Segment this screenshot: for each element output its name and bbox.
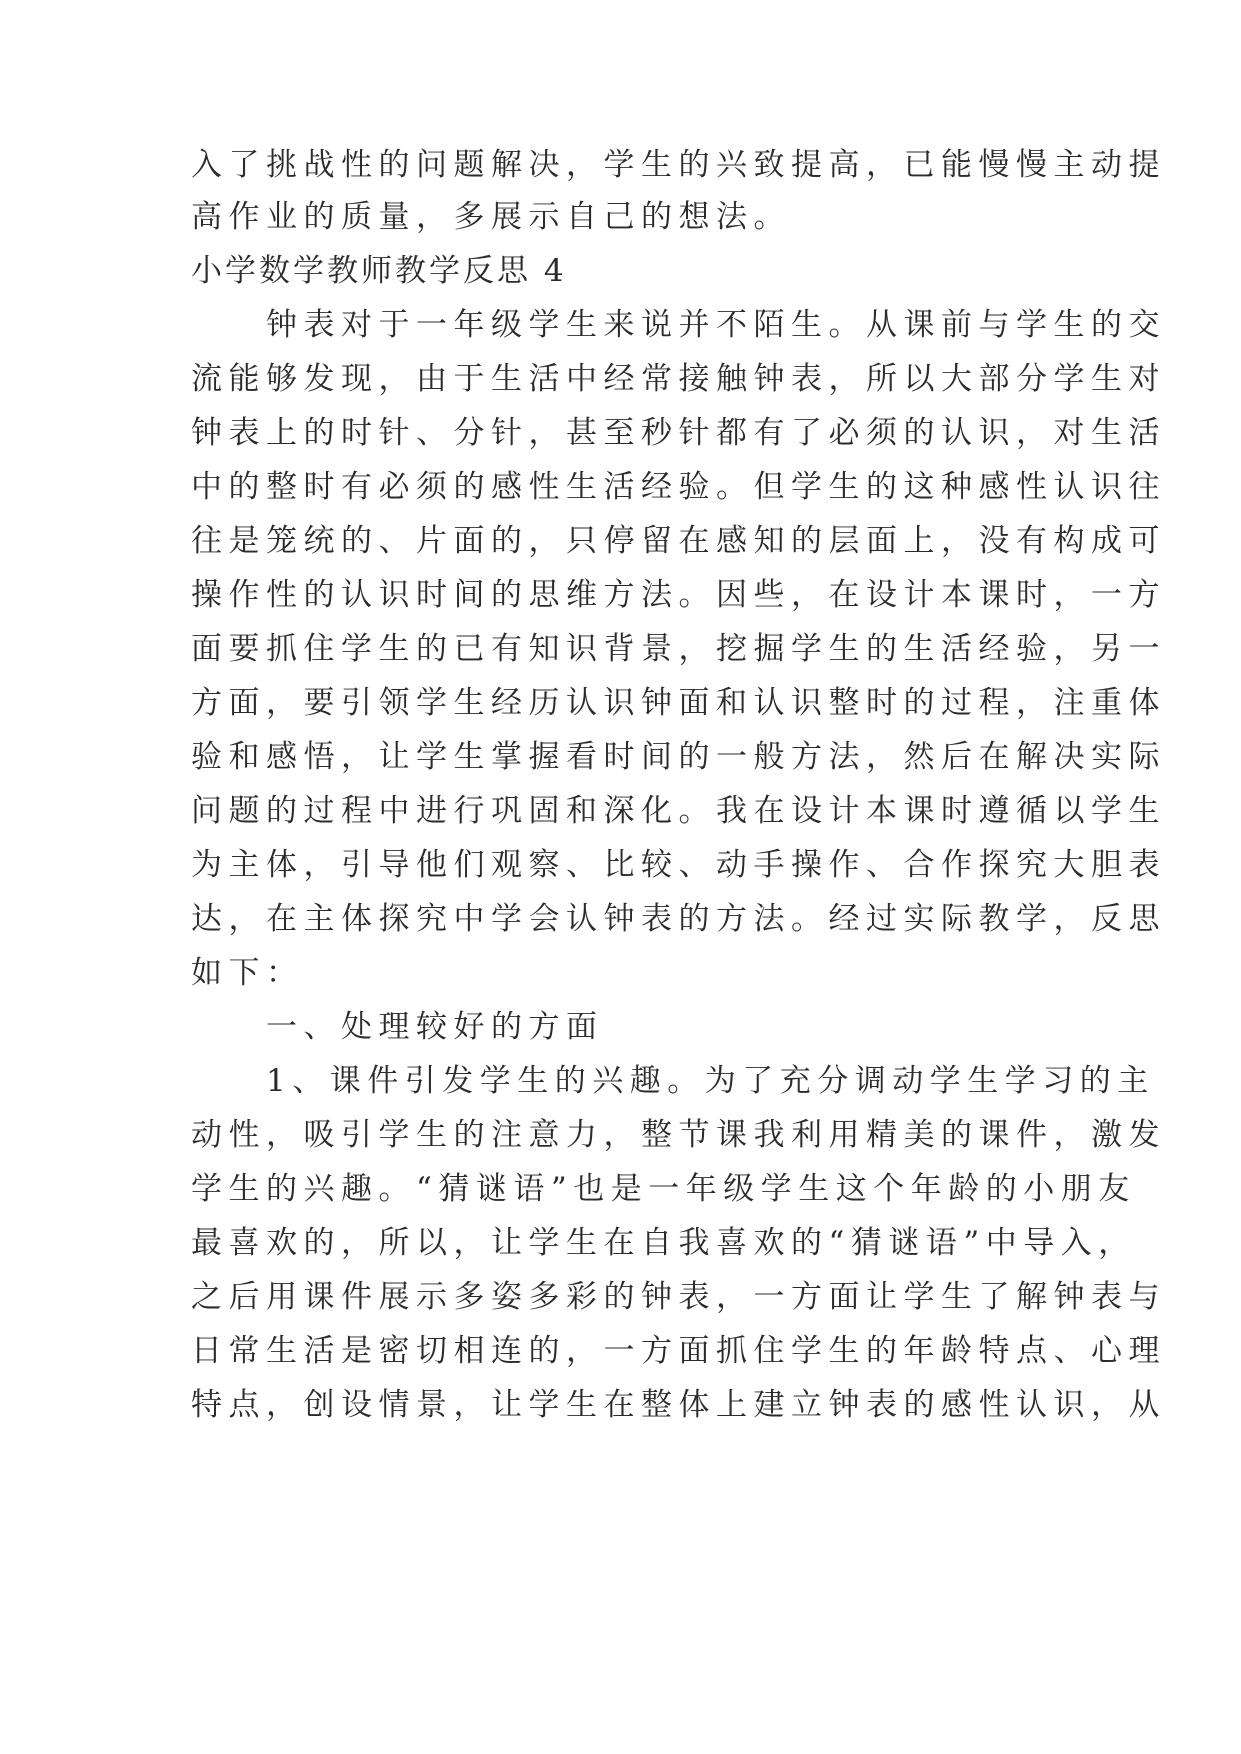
text-line: 1、课件引发学生的兴趣。为了充分调动学生学习的主 bbox=[191, 1063, 1155, 1099]
text-line: 中的整时有必须的感性生活经验。但学生的这种感性认识往 bbox=[191, 469, 1166, 505]
text-line: 面要抓住学生的已有知识背景，挖掘学生的生活经验，另一 bbox=[191, 631, 1166, 667]
text-line: 往是笼统的、片面的，只停留在感知的层面上，没有构成可 bbox=[191, 523, 1166, 559]
text-line: 日常生活是密切相连的，一方面抓住学生的年龄特点、心理 bbox=[191, 1333, 1166, 1369]
subheading: 一、处理较好的方面 bbox=[191, 1009, 604, 1045]
text-line: 最喜欢的，所以，让学生在自我喜欢的“猜谜语”中导入， bbox=[191, 1225, 1136, 1261]
text-line: 达，在主体探究中学会认钟表的方法。经过实际教学，反思 bbox=[191, 901, 1166, 937]
section-title: 小学数学教师教学反思 4 bbox=[191, 253, 567, 289]
text-line: 高作业的质量，多展示自己的想法。 bbox=[191, 199, 791, 235]
text-line: 为主体，引导他们观察、比较、动手操作、合作探究大胆表 bbox=[191, 847, 1166, 883]
text-line: 问题的过程中进行巩固和深化。我在设计本课时遵循以学生 bbox=[191, 793, 1166, 829]
text-line: 之后用课件展示多姿多彩的钟表，一方面让学生了解钟表与 bbox=[191, 1279, 1166, 1315]
text-line: 动性，吸引学生的注意力，整节课我利用精美的课件，激发 bbox=[191, 1117, 1166, 1153]
text-line: 流能够发现，由于生活中经常接触钟表，所以大部分学生对 bbox=[191, 361, 1166, 397]
text-line: 特点，创设情景，让学生在整体上建立钟表的感性认识，从 bbox=[191, 1387, 1166, 1423]
text-line: 操作性的认识时间的思维方法。因些，在设计本课时，一方 bbox=[191, 577, 1166, 613]
text-line: 验和感悟，让学生掌握看时间的一般方法，然后在解决实际 bbox=[191, 739, 1166, 775]
text-line: 如下： bbox=[191, 955, 304, 991]
text-line: 钟表上的时针、分针，甚至秒针都有了必须的认识，对生活 bbox=[191, 415, 1166, 451]
text-line: 学生的兴趣。“猜谜语”也是一年级学生这个年龄的小朋友 bbox=[191, 1171, 1136, 1207]
text-line: 入了挑战性的问题解决，学生的兴致提高，已能慢慢主动提 bbox=[191, 147, 1166, 183]
text-line: 钟表对于一年级学生来说并不陌生。从课前与学生的交 bbox=[191, 307, 1166, 343]
text-line: 方面，要引领学生经历认识钟面和认识整时的过程，注重体 bbox=[191, 685, 1166, 721]
